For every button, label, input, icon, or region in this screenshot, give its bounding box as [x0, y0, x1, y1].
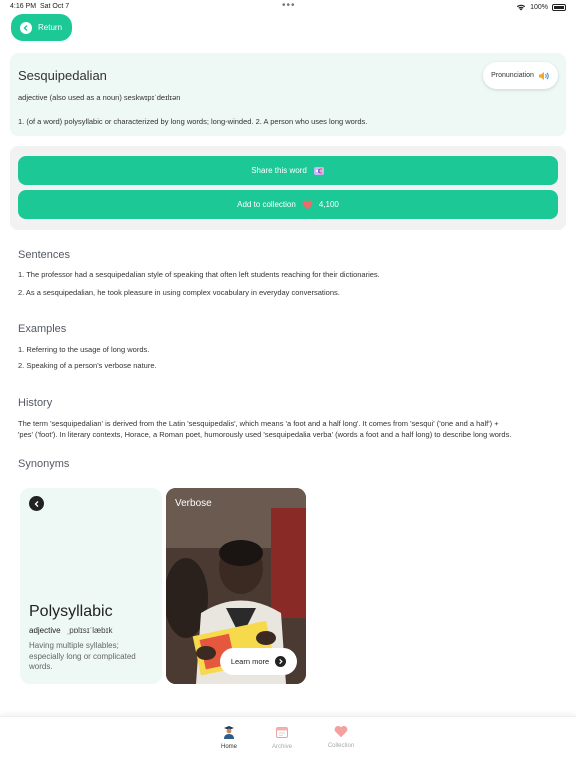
- learn-more-button[interactable]: [220, 648, 297, 675]
- examples-title: Examples: [18, 323, 67, 335]
- word-title: Sesquipedalian: [18, 68, 107, 83]
- sentence-item: 1. The professor had a sesquipedalian style of speaking that often left students reaching for their dictionaries.: [18, 270, 380, 279]
- tab-archive-label: Archive: [271, 744, 292, 750]
- tab-home[interactable]: [204, 725, 254, 750]
- word-card: [10, 53, 566, 136]
- synonyms-title: Synonyms: [18, 458, 70, 470]
- example-item: 2. Speaking of a person's verbose nature.: [18, 361, 157, 370]
- speaker-icon: [538, 71, 550, 81]
- collect-label: Add to collection: [237, 200, 296, 209]
- chevron-left-icon[interactable]: [29, 496, 44, 511]
- multitasking-dots[interactable]: •••: [282, 0, 296, 11]
- synonym-pos-label: adjective: [29, 626, 61, 635]
- return-button[interactable]: [11, 14, 72, 41]
- history-title: History: [18, 397, 53, 409]
- student-icon: [222, 725, 236, 739]
- synonym-card[interactable]: [20, 488, 162, 684]
- photo-card-verbose[interactable]: [166, 488, 306, 684]
- share-label: Share this word: [251, 166, 307, 175]
- tab-collection-label: Collection: [327, 743, 355, 749]
- learn-more-label: Learn more: [230, 657, 270, 666]
- calendar-icon: [275, 725, 289, 739]
- sentence-item: 2. As a sesquipedalian, he took pleasure in using complex vocabulary in everyday conversations.: [18, 288, 340, 297]
- history-text-line: 'pes' ('foot'). In literary contexts, Horace, a Roman poet, humorously used 'sesquipedalia verba' (words a foot and a half long) to describe long words.: [18, 430, 512, 439]
- tab-collection[interactable]: [316, 725, 366, 749]
- status-bar: [0, 0, 576, 14]
- heart-icon: [334, 725, 348, 738]
- synonym-pos: [29, 626, 112, 635]
- collect-count: 4,100: [318, 200, 339, 209]
- share-icon: [313, 165, 325, 176]
- synonym-definition: Having multiple syllables; especially long or complicated words.: [29, 641, 136, 671]
- status-time: 4:16 PM Sat Oct 7: [10, 3, 70, 10]
- actions-card: [10, 146, 566, 230]
- pronunciation-label: Pronunciation: [491, 72, 534, 79]
- return-label: Return: [38, 23, 63, 32]
- tab-archive[interactable]: [257, 725, 307, 750]
- photo-card-label: Verbose: [175, 498, 212, 509]
- share-word-button[interactable]: [18, 156, 558, 185]
- add-to-collection-button[interactable]: [18, 190, 558, 219]
- example-item: 1. Referring to the usage of long words.: [18, 345, 150, 354]
- arrow-right-icon: [275, 656, 286, 667]
- synonym-word: Polysyllabic: [29, 603, 113, 620]
- wifi-icon: [516, 3, 526, 11]
- history-text-line: The term 'sesquipedalian' is derived from the Latin 'sesquipedalis', which means 'a foot and a half long'. It comes from 'sesqui' ('one and a half') +: [18, 419, 499, 428]
- pronunciation-button[interactable]: [483, 62, 558, 89]
- tab-bar: [0, 716, 576, 768]
- tab-home-label: Home: [220, 744, 237, 750]
- battery-icon: [552, 4, 566, 11]
- synonym-ipa: ˌpɒlɪsɪˈlæbɪk: [66, 626, 113, 635]
- word-pos-line: adjective (also used as a noun) seskwɪpɪˈdeɪlɪən: [18, 93, 181, 102]
- battery-percent: 100%: [530, 3, 548, 11]
- heart-icon: [302, 200, 313, 210]
- status-right: [516, 3, 566, 11]
- sentences-title: Sentences: [18, 249, 70, 261]
- word-definition: 1. (of a word) polysyllabic or characterized by long words; long-winded. 2. A person who uses long words.: [18, 117, 368, 126]
- back-arrow-icon: [20, 22, 32, 34]
